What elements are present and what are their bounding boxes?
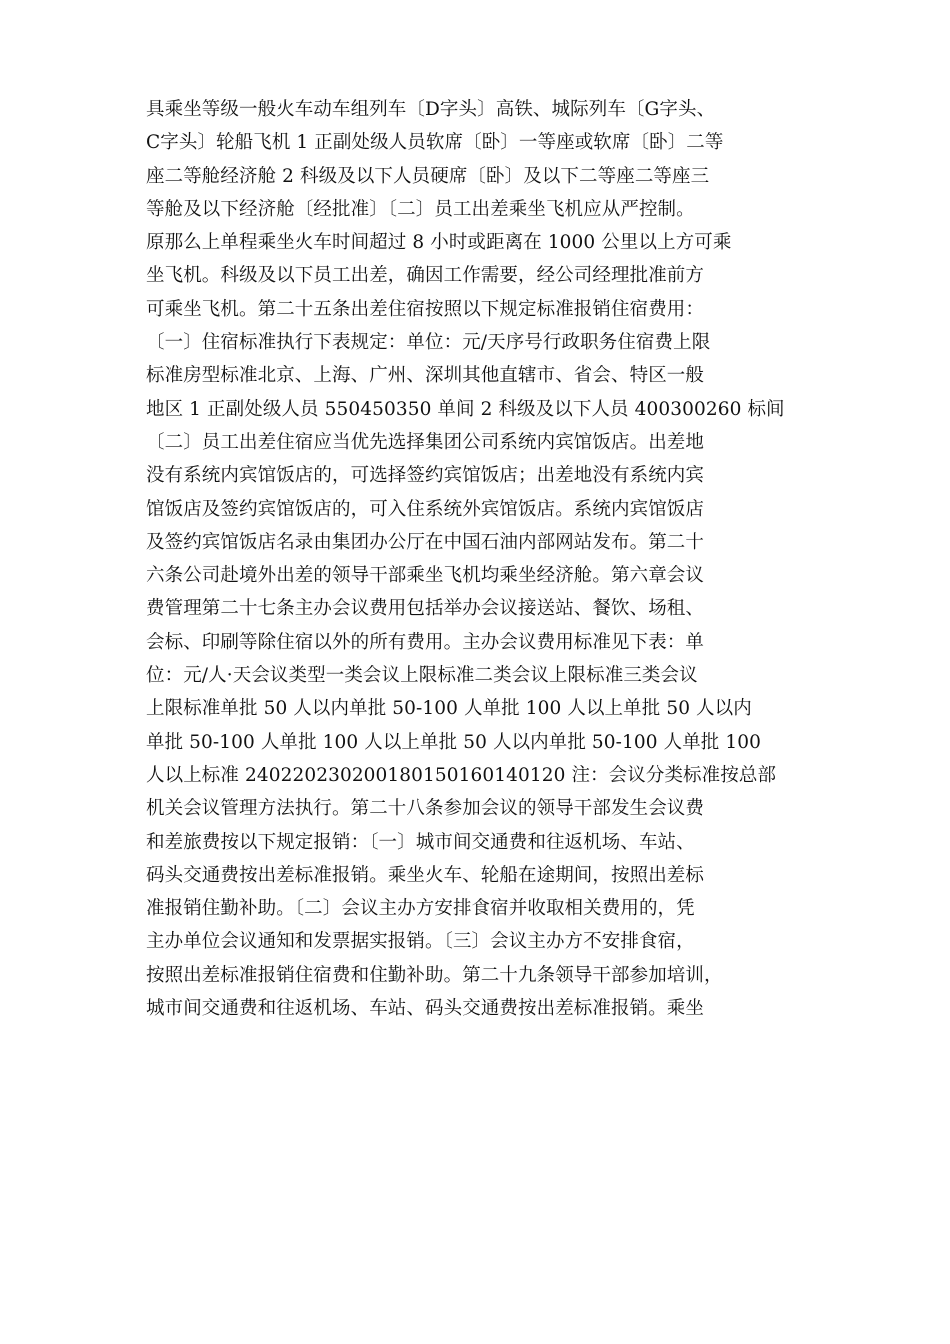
- text-line: 具乘坐等级一般火车动车组列车〔D字头〕高铁、城际列车〔G字头、: [146, 99, 716, 120]
- text-line: 六条公司赴境外出差的领导干部乘坐飞机均乘坐经济舱。第六章会议: [146, 565, 705, 587]
- text-line: 码头交通费按出差标准报销。乘坐火车、轮船在途期间，按照出差标: [146, 864, 705, 886]
- text-line: 馆饭店及签约宾馆饭店的，可入住系统外宾馆饭店。系统内宾馆饭店: [146, 498, 705, 520]
- text-line: 城市间交通费和往返机场、车站、码头交通费按出差标准报销。乘坐: [146, 998, 705, 1020]
- text-line: 费管理第二十七条主办会议费用包括举办会议接送站、餐饮、场租、: [146, 598, 705, 620]
- text-line: 单批 50-100 人单批 100 人以上单批 50 人以内单批 50-100 人单批 100: [146, 731, 761, 753]
- text-line: 坐飞机。科级及以下员工出差，确因工作需要，经公司经理批准前方: [146, 265, 705, 287]
- text-line: 〔一〕住宿标准执行下表规定：单位：元/天序号行政职务住宿费上限: [146, 332, 711, 354]
- text-line: 准报销住勤补助。〔二〕会议主办方安排食宿并收取相关费用的，凭: [146, 898, 695, 920]
- text-line: 原那么上单程乘坐火车时间超过 8 小时或距离在 1000 公里以上方可乘: [146, 232, 732, 254]
- text-line: 和差旅费按以下规定报销：〔一〕城市间交通费和往返机场、车站、: [146, 831, 695, 853]
- text-line: 没有系统内宾馆饭店的，可选择签约宾馆饭店；出差地没有系统内宾: [146, 465, 705, 487]
- text-line: 等舱及以下经济舱〔经批准〕〔二〕员工出差乘坐飞机应从严控制。: [146, 198, 695, 220]
- text-line: 及签约宾馆饭店名录由集团办公厅在中国石油内部网站发布。第二十: [146, 531, 705, 553]
- text-line: 可乘坐飞机。第二十五条出差住宿按照以下规定标准报销住宿费用：: [146, 298, 705, 320]
- body-text: [146, 93, 826, 1025]
- text-line: 位：元/人·天会议类型一类会议上限标准二类会议上限标准三类会议: [146, 665, 698, 687]
- text-line: 会标、印刷等除住宿以外的所有费用。主办会议费用标准见下表：单: [146, 631, 705, 653]
- text-line: 〔二〕员工出差住宿应当优先选择集团公司系统内宾馆饭店。出差地: [146, 431, 705, 453]
- text-line: 按照出差标准报销住宿费和住勤补助。第二十九条领导干部参加培训，: [146, 964, 723, 986]
- text-line: 座二等舱经济舱 2 科级及以下人员硬席〔卧〕及以下二等座二等座三: [146, 165, 710, 187]
- text-line: 地区 1 正副处级人员 550450350 单间 2 科级及以下人员 400300260 标间: [146, 398, 785, 420]
- text-line: 上限标准单批 50 人以内单批 50-100 人单批 100 人以上单批 50 人以内: [146, 698, 752, 720]
- text-line: 主办单位会议通知和发票据实报销。〔三〕会议主办方不安排食宿，: [146, 931, 695, 953]
- text-line: C字头〕轮船飞机 1 正副处级人员软席〔卧〕一等座或软席〔卧〕二等: [146, 132, 724, 154]
- text-line: 人以上标准 240220230200180150160140120 注：会议分类标准按总部: [146, 764, 777, 786]
- text-line: 标准房型标准北京、上海、广州、深圳其他直辖市、省会、特区一般: [146, 365, 705, 387]
- text-line: 机关会议管理方法执行。第二十八条参加会议的领导干部发生会议费: [146, 798, 705, 820]
